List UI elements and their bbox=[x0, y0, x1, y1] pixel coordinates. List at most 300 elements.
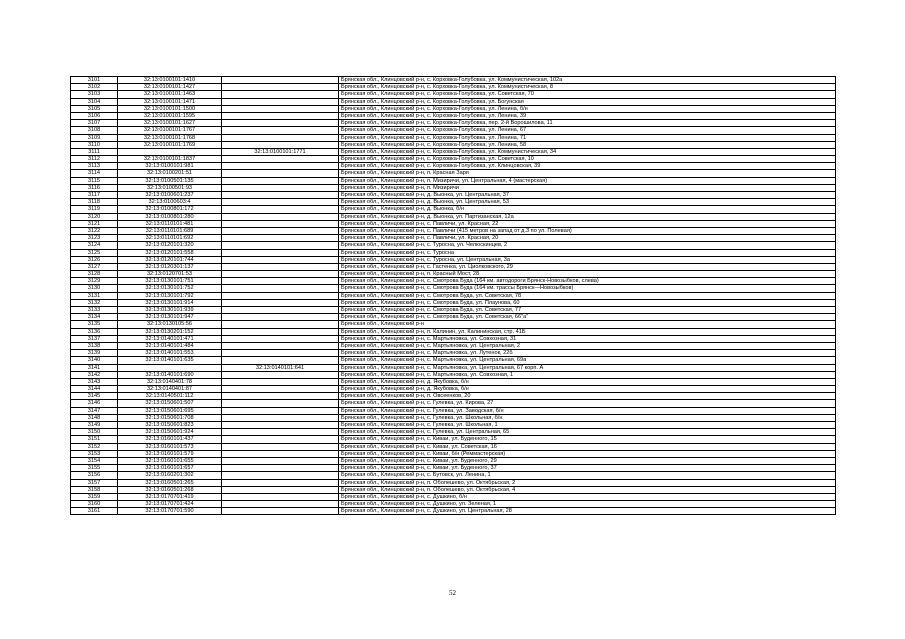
cadastral-number-cell: 32:13:0100101:1627 bbox=[118, 120, 222, 127]
address-cell: Брянская обл., Клинцовский р-н, д. Выонка, ул. Партизанская, 12а bbox=[339, 213, 836, 220]
cadastral-number-cell: 32:13:0110101:689 bbox=[118, 227, 222, 234]
table-row bbox=[71, 184, 836, 191]
row-number-cell: 3104 bbox=[71, 98, 118, 105]
row-number-cell: 3114 bbox=[71, 170, 118, 177]
cadastral-number-alt-cell bbox=[222, 220, 339, 227]
row-number-cell: 3151 bbox=[71, 436, 118, 443]
address-cell: Брянская обл., Клинцовский р-н, с. Корховка-Голубовка, пер. 2-й Ворошилова, 11 bbox=[339, 120, 836, 127]
cadastral-number-alt-cell bbox=[222, 271, 339, 278]
address-cell: Брянская обл., Клинцовский р-н, с. Корховка-Голубовка, ул. Коммунистическая, 8 bbox=[339, 84, 836, 91]
table-row bbox=[71, 436, 836, 443]
table-row bbox=[71, 422, 836, 429]
table-row bbox=[71, 256, 836, 263]
row-number-cell: 3161 bbox=[71, 508, 118, 515]
cadastral-number-cell: 32:13:0150601:924 bbox=[118, 429, 222, 436]
row-number-cell: 3142 bbox=[71, 371, 118, 378]
table-row bbox=[71, 213, 836, 220]
cadastral-number-cell bbox=[118, 364, 222, 371]
table-row bbox=[71, 407, 836, 414]
row-number-cell: 3109 bbox=[71, 134, 118, 141]
table-row bbox=[71, 429, 836, 436]
address-cell: Брянская обл., Клинцовский р-н, с. Корховка-Голубовка, ул. Ленина, 58 bbox=[339, 141, 836, 148]
address-cell: Брянская обл., Клинцовский р-н, п. Овсеенков, 20 bbox=[339, 393, 836, 400]
row-number-cell: 3126 bbox=[71, 256, 118, 263]
cadastral-number-alt-cell bbox=[222, 285, 339, 292]
cadastral-number-cell: 32:13:0110101:481 bbox=[118, 220, 222, 227]
address-cell: Брянская обл., Клинцовский р-н, с. Гулевка, ул. Школьная, 1 bbox=[339, 422, 836, 429]
cadastral-number-cell: 32:13:0120101:320 bbox=[118, 242, 222, 249]
cadastral-number-alt-cell bbox=[222, 350, 339, 357]
cadastral-number-alt-cell bbox=[222, 105, 339, 112]
cadastral-number-alt-cell: 32:13:0100101:1771 bbox=[222, 148, 339, 155]
cadastral-number-cell: 32:13:0160101:655 bbox=[118, 457, 222, 464]
row-number-cell: 3150 bbox=[71, 429, 118, 436]
row-number-cell: 3139 bbox=[71, 350, 118, 357]
cadastral-number-cell: 32:13:0100101:1769 bbox=[118, 141, 222, 148]
cadastral-number-cell: 32:13:0100101:1595 bbox=[118, 112, 222, 119]
row-number-cell: 3155 bbox=[71, 465, 118, 472]
row-number-cell: 3131 bbox=[71, 292, 118, 299]
address-cell: Брянская обл., Клинцовский р-н, с. Корховка-Голубовка, ул. Ленина, б/н bbox=[339, 105, 836, 112]
cadastral-number-cell: 32:13:0100603:4 bbox=[118, 199, 222, 206]
cadastral-number-cell: 32:13:0120301:137 bbox=[118, 263, 222, 270]
cadastral-number-cell: 32:13:0100501:93 bbox=[118, 184, 222, 191]
table-row bbox=[71, 271, 836, 278]
cadastral-number-alt-cell bbox=[222, 443, 339, 450]
address-cell: Брянская обл., Клинцовский р-н, с. Корховка-Голубовка, ул. Коммунистическая, 34 bbox=[339, 148, 836, 155]
cadastral-number-alt-cell bbox=[222, 407, 339, 414]
row-number-cell: 3148 bbox=[71, 414, 118, 421]
address-cell: Брянская обл., Клинцовский р-н, п. Красная Заря bbox=[339, 170, 836, 177]
row-number-cell: 3115 bbox=[71, 177, 118, 184]
table-row bbox=[71, 493, 836, 500]
table-row bbox=[71, 457, 836, 464]
address-cell: Брянская обл., Клинцовский р-н, п. Красный Мост, 28 bbox=[339, 271, 836, 278]
cadastral-number-alt-cell bbox=[222, 371, 339, 378]
cadastral-number-cell: 32:13:0140401:78 bbox=[118, 378, 222, 385]
table-row bbox=[71, 486, 836, 493]
cadastral-number-alt-cell bbox=[222, 508, 339, 515]
row-number-cell: 3146 bbox=[71, 400, 118, 407]
address-cell: Брянская обл., Клинцовский р-н, с. Смотрова Буда, ул. Советская, 77 bbox=[339, 307, 836, 314]
row-number-cell: 3103 bbox=[71, 91, 118, 98]
cadastral-number-cell: 32:13:0150601:708 bbox=[118, 414, 222, 421]
cadastral-number-cell: 32:13:0100101:981 bbox=[118, 163, 222, 170]
address-cell: Брянская обл., Клинцовский р-н, с. Корховка-Голубовка, ул. Ленина, 67 bbox=[339, 127, 836, 134]
table-row bbox=[71, 199, 836, 206]
address-cell: Брянская обл., Клинцовский р-н, с. Гулевка, ул. Заводская, б/н bbox=[339, 407, 836, 414]
cadastral-number-cell: 32:13:0160101:573 bbox=[118, 443, 222, 450]
address-cell: Брянская обл., Клинцовский р-н, с. Киваи, ул. Буденного, 29 bbox=[339, 457, 836, 464]
table-row bbox=[71, 364, 836, 371]
address-cell: Брянская обл., Клинцовский р-н bbox=[339, 321, 836, 328]
table-row bbox=[71, 342, 836, 349]
row-number-cell: 3124 bbox=[71, 242, 118, 249]
cadastral-number-alt-cell bbox=[222, 386, 339, 393]
cadastral-number-alt-cell bbox=[222, 91, 339, 98]
address-cell: Брянская обл., Клинцовский р-н, с. Корховка-Голубовка, ул. Ленина, 39 bbox=[339, 112, 836, 119]
cadastral-number-alt-cell bbox=[222, 256, 339, 263]
row-number-cell: 3123 bbox=[71, 235, 118, 242]
cadastral-number-cell: 32:13:0100101:1471 bbox=[118, 98, 222, 105]
address-cell: Брянская обл., Клинцовский р-н, с. Душкино, б/н bbox=[339, 493, 836, 500]
row-number-cell: 3120 bbox=[71, 213, 118, 220]
cadastral-number-alt-cell: 32:13:0140101:641 bbox=[222, 364, 339, 371]
address-cell: Брянская обл., Клинцовский р-н, с. Мартьяновка, ул. Лутенок, 22б bbox=[339, 350, 836, 357]
cadastral-number-alt-cell bbox=[222, 501, 339, 508]
cadastral-number-alt-cell bbox=[222, 307, 339, 314]
row-number-cell: 3154 bbox=[71, 457, 118, 464]
table-row bbox=[71, 120, 836, 127]
address-cell: Брянская обл., Клинцовский р-н, с. Мартьяновка, ул. Центральная, 67 корп. А bbox=[339, 364, 836, 371]
table-row bbox=[71, 235, 836, 242]
cadastral-number-cell: 32:13:0160501:265 bbox=[118, 479, 222, 486]
cadastral-number-cell: 32:13:0160501:268 bbox=[118, 486, 222, 493]
table-row bbox=[71, 299, 836, 306]
address-cell: Брянская обл., Клинцовский р-н, с. Туросна bbox=[339, 249, 836, 256]
page-number: 52 bbox=[449, 589, 456, 597]
table-row bbox=[71, 156, 836, 163]
row-number-cell: 3119 bbox=[71, 206, 118, 213]
cadastral-number-cell: 32:13:0120101:558 bbox=[118, 249, 222, 256]
cadastral-number-cell: 32:13:0100101:1463 bbox=[118, 91, 222, 98]
table-row bbox=[71, 91, 836, 98]
table-row bbox=[71, 479, 836, 486]
table-row bbox=[71, 77, 836, 84]
cadastral-number-alt-cell bbox=[222, 342, 339, 349]
address-cell: Брянская обл., Клинцовский р-н, п. Калинин, ул. Калининская, стр. 41Б bbox=[339, 328, 836, 335]
table-row bbox=[71, 378, 836, 385]
registry-table bbox=[70, 76, 836, 515]
cadastral-number-alt-cell bbox=[222, 163, 339, 170]
cadastral-number-cell: 32:13:0150601:823 bbox=[118, 422, 222, 429]
cadastral-number-alt-cell bbox=[222, 98, 339, 105]
cadastral-number-cell: 32:13:0100501:135 bbox=[118, 177, 222, 184]
cadastral-number-alt-cell bbox=[222, 479, 339, 486]
cadastral-number-cell: 32:13:0140401:87 bbox=[118, 386, 222, 393]
cadastral-number-cell: 32:13:0130101:751 bbox=[118, 278, 222, 285]
row-number-cell: 3101 bbox=[71, 77, 118, 84]
address-cell: Брянская обл., Клинцовский р-н, с. Туросна, ул. Челюскинцев, 2 bbox=[339, 242, 836, 249]
row-number-cell: 3127 bbox=[71, 263, 118, 270]
row-number-cell: 3112 bbox=[71, 156, 118, 163]
address-cell: Брянская обл., Клинцовский р-н, с. Душкино, ул. Центральная, 28 bbox=[339, 508, 836, 515]
cadastral-number-alt-cell bbox=[222, 134, 339, 141]
table-row bbox=[71, 328, 836, 335]
table-row bbox=[71, 307, 836, 314]
address-cell: Брянская обл., Клинцовский р-н, с. Корховка-Голубовка, ул. Коммунистическая, 102а bbox=[339, 77, 836, 84]
table-row bbox=[71, 292, 836, 299]
row-number-cell: 3138 bbox=[71, 342, 118, 349]
row-number-cell: 3107 bbox=[71, 120, 118, 127]
address-cell: Брянская обл., Клинцовский р-н, д. Якубовка, б/н bbox=[339, 386, 836, 393]
row-number-cell: 3121 bbox=[71, 220, 118, 227]
cadastral-number-alt-cell bbox=[222, 170, 339, 177]
row-number-cell: 3118 bbox=[71, 199, 118, 206]
table-row bbox=[71, 450, 836, 457]
cadastral-number-cell: 32:13:0100601:237 bbox=[118, 192, 222, 199]
table-row bbox=[71, 371, 836, 378]
address-cell: Брянская обл., Клинцовский р-н, с. Корховка-Голубовка, ул. Клинцовская, 39 bbox=[339, 163, 836, 170]
address-cell: Брянская обл., Клинцовский р-н, с. Киваи, ул. Буденного, 37 bbox=[339, 465, 836, 472]
cadastral-number-cell: 32:13:0170701:419 bbox=[118, 493, 222, 500]
table-row bbox=[71, 127, 836, 134]
table-row bbox=[71, 192, 836, 199]
row-number-cell: 3116 bbox=[71, 184, 118, 191]
cadastral-number-alt-cell bbox=[222, 457, 339, 464]
cadastral-number-alt-cell bbox=[222, 84, 339, 91]
row-number-cell: 3132 bbox=[71, 299, 118, 306]
cadastral-number-alt-cell bbox=[222, 263, 339, 270]
address-cell: Брянская обл., Клинцовский р-н, с. Павличи, ул. Красная, 22 bbox=[339, 220, 836, 227]
row-number-cell: 3105 bbox=[71, 105, 118, 112]
cadastral-number-alt-cell bbox=[222, 227, 339, 234]
table-row bbox=[71, 242, 836, 249]
table-row bbox=[71, 148, 836, 155]
row-number-cell: 3157 bbox=[71, 479, 118, 486]
row-number-cell: 3153 bbox=[71, 450, 118, 457]
cadastral-number-alt-cell bbox=[222, 156, 339, 163]
cadastral-number-alt-cell bbox=[222, 378, 339, 385]
row-number-cell: 3152 bbox=[71, 443, 118, 450]
address-cell: Брянская обл., Клинцовский р-н, с. Смотрова Буда (164 км. автодороги Брянск-Новозыбков, слева) bbox=[339, 278, 836, 285]
cadastral-number-alt-cell bbox=[222, 127, 339, 134]
table-row bbox=[71, 134, 836, 141]
table-row bbox=[71, 472, 836, 479]
cadastral-number-alt-cell bbox=[222, 321, 339, 328]
cadastral-number-alt-cell bbox=[222, 199, 339, 206]
cadastral-number-cell: 32:13:0100101:1767 bbox=[118, 127, 222, 134]
cadastral-number-cell: 32:13:0100801:280 bbox=[118, 213, 222, 220]
row-number-cell: 3140 bbox=[71, 357, 118, 364]
cadastral-number-cell: 32:13:0150601:695 bbox=[118, 407, 222, 414]
address-cell: Брянская обл., Клинцовский р-н, с. Бутовск, ул. Ленина, 1 bbox=[339, 472, 836, 479]
address-cell: Брянская обл., Клинцовский р-н, п. Оболешево, ул. Октябрьская, 2 bbox=[339, 479, 836, 486]
address-cell: Брянская обл., Клинцовский р-н, с. Туросна, ул. Центральная, 3а bbox=[339, 256, 836, 263]
cadastral-number-cell: 32:13:0140101:553 bbox=[118, 350, 222, 357]
cadastral-number-cell: 32:13:0100101:1768 bbox=[118, 134, 222, 141]
cadastral-number-alt-cell bbox=[222, 120, 339, 127]
address-cell: Брянская обл., Клинцовский р-н, с. Смотрова Буда, ул. Советская, 78 bbox=[339, 292, 836, 299]
table-row bbox=[71, 220, 836, 227]
table-row bbox=[71, 206, 836, 213]
cadastral-number-alt-cell bbox=[222, 400, 339, 407]
cadastral-number-cell: 32:13:0130101:752 bbox=[118, 285, 222, 292]
table-row bbox=[71, 163, 836, 170]
cadastral-number-cell: 32:13:0120101:744 bbox=[118, 256, 222, 263]
cadastral-number-cell: 32:13:0140101:690 bbox=[118, 371, 222, 378]
cadastral-number-alt-cell bbox=[222, 450, 339, 457]
address-cell: Брянская обл., Клинцовский р-н, п. Мизиричи bbox=[339, 184, 836, 191]
row-number-cell: 3136 bbox=[71, 328, 118, 335]
table-row bbox=[71, 105, 836, 112]
row-number-cell: 3117 bbox=[71, 192, 118, 199]
cadastral-number-cell: 32:13:0160101:579 bbox=[118, 450, 222, 457]
table-row bbox=[71, 98, 836, 105]
row-number-cell: 3156 bbox=[71, 472, 118, 479]
row-number-cell: 3111 bbox=[71, 148, 118, 155]
cadastral-number-alt-cell bbox=[222, 436, 339, 443]
address-cell: Брянская обл., Клинцовский р-н, с. Смотрова Буда (164 км. трассы Брянск—Новозыбков) bbox=[339, 285, 836, 292]
address-cell: Брянская обл., Клинцовский р-н, с. Гулевка, ул. Центральная, 65 bbox=[339, 429, 836, 436]
cadastral-number-cell: 32:13:0100101:1837 bbox=[118, 156, 222, 163]
cadastral-number-cell: 32:13:0130101:914 bbox=[118, 299, 222, 306]
cadastral-number-cell bbox=[118, 148, 222, 155]
address-cell: Брянская обл., Клинцовский р-н, п. Оболешево, ул. Октябрьская, 4 bbox=[339, 486, 836, 493]
cadastral-number-cell: 32:13:0100101:1427 bbox=[118, 84, 222, 91]
cadastral-number-alt-cell bbox=[222, 393, 339, 400]
row-number-cell: 3102 bbox=[71, 84, 118, 91]
row-number-cell: 3125 bbox=[71, 249, 118, 256]
row-number-cell: 3160 bbox=[71, 501, 118, 508]
cadastral-number-alt-cell bbox=[222, 192, 339, 199]
row-number-cell: 3149 bbox=[71, 422, 118, 429]
cadastral-number-alt-cell bbox=[222, 335, 339, 342]
cadastral-number-cell: 32:13:0110101:692 bbox=[118, 235, 222, 242]
row-number-cell: 3158 bbox=[71, 486, 118, 493]
row-number-cell: 3159 bbox=[71, 493, 118, 500]
cadastral-number-cell: 32:13:0130101:792 bbox=[118, 292, 222, 299]
table-row bbox=[71, 321, 836, 328]
cadastral-number-alt-cell bbox=[222, 429, 339, 436]
address-cell: Брянская обл., Клинцовский р-н, с. Мартьяновка, ул. Центральная, 2 bbox=[339, 342, 836, 349]
cadastral-number-alt-cell bbox=[222, 414, 339, 421]
address-cell: Брянская обл., Клинцовский р-н, с. Мартьяновка, ул. Центральная, 69а bbox=[339, 357, 836, 364]
address-cell: Брянская обл., Клинцовский р-н, с. Корховка-Голубовка, ул. Богунская bbox=[339, 98, 836, 105]
cadastral-number-alt-cell bbox=[222, 357, 339, 364]
row-number-cell: 3133 bbox=[71, 307, 118, 314]
address-cell: Брянская обл., Клинцовский р-н, с. Гулевка, ул. Школьная, б/н bbox=[339, 414, 836, 421]
table-row bbox=[71, 263, 836, 270]
cadastral-number-alt-cell bbox=[222, 249, 339, 256]
cadastral-number-cell: 32:13:0140101:635 bbox=[118, 357, 222, 364]
cadastral-number-cell: 32:13:0150601:507 bbox=[118, 400, 222, 407]
table-row bbox=[71, 357, 836, 364]
table-row bbox=[71, 285, 836, 292]
row-number-cell: 3137 bbox=[71, 335, 118, 342]
cadastral-number-cell: 32:13:0160201:302 bbox=[118, 472, 222, 479]
table-row bbox=[71, 508, 836, 515]
cadastral-number-alt-cell bbox=[222, 472, 339, 479]
cadastral-number-alt-cell bbox=[222, 292, 339, 299]
address-cell: Брянская обл., Клинцовский р-н, с. Мартьяновка, ул. Совхозная, 1 bbox=[339, 371, 836, 378]
address-cell: Брянская обл., Клинцовский р-н, с. Смотрова Буда, ул. Плаунова, 60 bbox=[339, 299, 836, 306]
cadastral-number-alt-cell bbox=[222, 235, 339, 242]
cadastral-number-cell: 32:13:0140501:112 bbox=[118, 393, 222, 400]
address-cell: Брянская обл., Клинцовский р-н, с. Киваи, ул. Буденного, 15 bbox=[339, 436, 836, 443]
address-cell: Брянская обл., Клинцовский р-н, д. Выонка, б/н bbox=[339, 206, 836, 213]
cadastral-number-cell: 32:13:0120701:53 bbox=[118, 271, 222, 278]
table-row bbox=[71, 335, 836, 342]
cadastral-number-alt-cell bbox=[222, 314, 339, 321]
row-number-cell: 3144 bbox=[71, 386, 118, 393]
cadastral-number-alt-cell bbox=[222, 486, 339, 493]
table-row bbox=[71, 465, 836, 472]
address-cell: Брянская обл., Клинцовский р-н, с. Киваи, б/н (Реммастерская) bbox=[339, 450, 836, 457]
cadastral-number-cell: 32:13:0100201:51 bbox=[118, 170, 222, 177]
table-row bbox=[71, 227, 836, 234]
table-row bbox=[71, 314, 836, 321]
cadastral-number-cell: 32:13:0160101:437 bbox=[118, 436, 222, 443]
table-row bbox=[71, 278, 836, 285]
cadastral-number-alt-cell bbox=[222, 328, 339, 335]
row-number-cell: 3143 bbox=[71, 378, 118, 385]
row-number-cell: 3122 bbox=[71, 227, 118, 234]
cadastral-number-alt-cell bbox=[222, 422, 339, 429]
table-row bbox=[71, 170, 836, 177]
row-number-cell: 3141 bbox=[71, 364, 118, 371]
table-row bbox=[71, 141, 836, 148]
cadastral-number-alt-cell bbox=[222, 141, 339, 148]
row-number-cell: 3135 bbox=[71, 321, 118, 328]
address-cell: Брянская обл., Клинцовский р-н, д. Якубовка, б/н bbox=[339, 378, 836, 385]
address-cell: Брянская обл., Клинцовский р-н, с. Корховка-Голубовка, ул. Советская, 10 bbox=[339, 156, 836, 163]
table-row bbox=[71, 112, 836, 119]
cadastral-number-cell: 32:13:0130201:152 bbox=[118, 328, 222, 335]
cadastral-number-alt-cell bbox=[222, 213, 339, 220]
cadastral-number-alt-cell bbox=[222, 184, 339, 191]
cadastral-number-cell: 32:13:0130101:947 bbox=[118, 314, 222, 321]
cadastral-number-alt-cell bbox=[222, 299, 339, 306]
table-row bbox=[71, 501, 836, 508]
table-row bbox=[71, 400, 836, 407]
cadastral-number-cell: 32:13:0100801:172 bbox=[118, 206, 222, 213]
row-number-cell: 3128 bbox=[71, 271, 118, 278]
address-cell: Брянская обл., Клинцовский р-н, с. Гулевка, ул. Кирова, 27 bbox=[339, 400, 836, 407]
cadastral-number-cell: 32:13:0170701:590 bbox=[118, 508, 222, 515]
table-row bbox=[71, 443, 836, 450]
address-cell: Брянская обл., Клинцовский р-н, п. Мизиричи, ул. Центральная, 4 (мастерская) bbox=[339, 177, 836, 184]
address-cell: Брянская обл., Клинцовский р-н, с. Смотрова Буда, ул. Советская, 66"а" bbox=[339, 314, 836, 321]
cadastral-number-alt-cell bbox=[222, 493, 339, 500]
row-number-cell: 3134 bbox=[71, 314, 118, 321]
address-cell: Брянская обл., Клинцовский р-н, с. Павличи, ул. Красная, 20 bbox=[339, 235, 836, 242]
cadastral-number-cell: 32:13:0100101:1410 bbox=[118, 77, 222, 84]
address-cell: Брянская обл., Клинцовский р-н, с. Павличи (415 метров на запад от д.3 по ул. Полевая) bbox=[339, 227, 836, 234]
table-row bbox=[71, 84, 836, 91]
row-number-cell: 3113 bbox=[71, 163, 118, 170]
cadastral-number-cell: 32:13:0170701:424 bbox=[118, 501, 222, 508]
address-cell: Брянская обл., Клинцовский р-н, с. Корховка-Голубовка, ул. Ленина, 71 bbox=[339, 134, 836, 141]
cadastral-number-alt-cell bbox=[222, 112, 339, 119]
row-number-cell: 3145 bbox=[71, 393, 118, 400]
table-row bbox=[71, 249, 836, 256]
table-row bbox=[71, 350, 836, 357]
address-cell: Брянская обл., Клинцовский р-н, с. Корховка-Голубовка, ул. Советская, 70 bbox=[339, 91, 836, 98]
address-cell: Брянская обл., Клинцовский р-н, д. Выонка, ул. Центральная, 37 bbox=[339, 192, 836, 199]
cadastral-number-alt-cell bbox=[222, 465, 339, 472]
row-number-cell: 3108 bbox=[71, 127, 118, 134]
cadastral-number-cell: 32:13:0100101:1500 bbox=[118, 105, 222, 112]
cadastral-number-cell: 32:13:0140101:471 bbox=[118, 335, 222, 342]
address-cell: Брянская обл., Клинцовский р-н, д. Выонка, ул. Центральная, 53 bbox=[339, 199, 836, 206]
address-cell: Брянская обл., Клинцовский р-н, с. Киваи, ул. Советская, 16 bbox=[339, 443, 836, 450]
address-cell: Брянская обл., Клинцовский р-н, с. Гастенка, ул. Циолковского, 29 bbox=[339, 263, 836, 270]
table-row bbox=[71, 414, 836, 421]
table-row bbox=[71, 393, 836, 400]
cadastral-number-cell: 32:13:0160101:657 bbox=[118, 465, 222, 472]
row-number-cell: 3106 bbox=[71, 112, 118, 119]
table-row bbox=[71, 177, 836, 184]
row-number-cell: 3130 bbox=[71, 285, 118, 292]
cadastral-number-alt-cell bbox=[222, 206, 339, 213]
row-number-cell: 3129 bbox=[71, 278, 118, 285]
address-cell: Брянская обл., Клинцовский р-н, с. Душкино, ул. Зеленая, 1 bbox=[339, 501, 836, 508]
cadastral-number-cell: 32:13:0130101:939 bbox=[118, 307, 222, 314]
cadastral-number-alt-cell bbox=[222, 278, 339, 285]
cadastral-number-alt-cell bbox=[222, 242, 339, 249]
row-number-cell: 3147 bbox=[71, 407, 118, 414]
